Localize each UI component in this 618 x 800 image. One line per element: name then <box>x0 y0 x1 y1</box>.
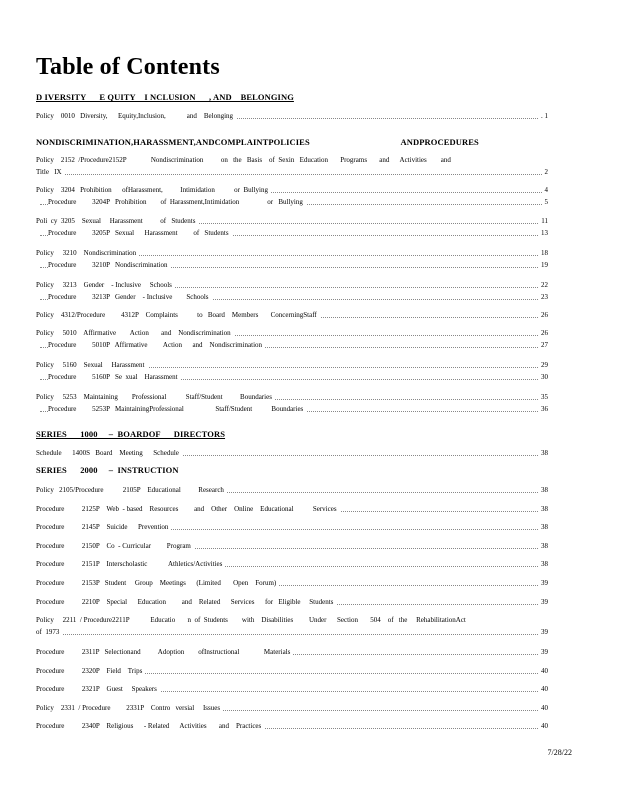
toc-entry[interactable] <box>0 484 618 496</box>
toc-line[interactable] <box>0 596 618 608</box>
entry-title: Policy 0010 Diversity, Equity,Inclusion, and Belonging <box>36 110 236 122</box>
toc-line[interactable] <box>0 227 618 239</box>
page-number: 39 <box>538 577 548 589</box>
toc-line[interactable] <box>0 196 618 208</box>
toc-line[interactable] <box>0 259 618 271</box>
page-number: 35 <box>538 391 548 403</box>
entry-title: Title IX <box>36 166 65 178</box>
toc-entry[interactable] <box>0 215 618 239</box>
entry-title: Policy 4312/Procedure 4312P Complaints to Board Members ConcerningStaff <box>36 309 320 321</box>
page-number: . 1 <box>538 110 548 122</box>
page-number: 29 <box>538 359 548 371</box>
page-number: 39 <box>538 626 548 638</box>
toc-entry[interactable] <box>0 247 618 271</box>
entry-title: Procedure 2145P Suicide Prevention <box>36 521 171 533</box>
toc-entry[interactable] <box>0 154 618 178</box>
entry-title: Procedure 2311P Selectionand Adoption ofInstructional Materials <box>36 646 293 658</box>
page-number: 38 <box>538 540 548 552</box>
toc-entry[interactable] <box>0 327 618 351</box>
page-number: 38 <box>538 447 548 459</box>
toc-line[interactable] <box>0 403 618 415</box>
page-number: 19 <box>538 259 548 271</box>
entry-title: Policy 3210 Nondiscrimination <box>36 247 139 259</box>
entry-title: Procedure 5253P MaintainingProfessional Staff/Student Boundaries <box>48 403 306 415</box>
page-number: 40 <box>538 683 548 695</box>
entry-title: Procedure 2150P Co - Curricular Program <box>36 540 194 552</box>
entry-title: Procedure 2151P Interscholastic Athletics/Activities <box>36 558 225 570</box>
entry-title: Policy 3213 Gender - Inclusive Schools <box>36 279 175 291</box>
toc-entry[interactable] <box>0 540 618 552</box>
page-number: 30 <box>538 371 548 383</box>
toc-entry[interactable] <box>0 521 618 533</box>
entry-title: Procedure 2321P Guest Speakers <box>36 683 160 695</box>
entry-title: Procedure 3210P Nondiscrimination <box>48 259 171 271</box>
toc-entry[interactable] <box>0 558 618 570</box>
page-number: 38 <box>538 484 548 496</box>
section-heading: SERIES 1000 – BOARDOF DIRECTORS <box>36 429 226 439</box>
toc-line[interactable] <box>0 279 618 291</box>
entry-title: Procedure 2320P Field Trips <box>36 665 145 677</box>
toc-entry[interactable] <box>0 646 618 658</box>
page-number: 2 <box>542 166 549 178</box>
toc-line[interactable] <box>0 702 618 714</box>
entry-title: Procedure 3204P Prohibition of Harassment,Intimidation or Bullying <box>48 196 306 208</box>
dot-leader <box>40 174 546 175</box>
toc-line[interactable] <box>0 309 618 321</box>
entry-title: Policy 2105/Procedure 2105P Educational Research <box>36 484 227 496</box>
toc-entry[interactable] <box>0 665 618 677</box>
entry-title: Policy 2331 / Procedure 2331P Contro versial Issues <box>36 702 223 714</box>
toc-entry[interactable] <box>0 184 618 208</box>
entry-title: Procedure 2210P Special Education and Related Services for Eligible Students <box>36 596 336 608</box>
entry-title: Policy 2152 /Procedure2152P Nondiscrimination on the Basis of Sexin Education Programs and Activities and <box>36 154 454 166</box>
toc-line[interactable] <box>0 558 618 570</box>
page-number: 11 <box>538 215 548 227</box>
toc-line[interactable] <box>0 720 618 732</box>
toc-line[interactable] <box>0 626 618 638</box>
entry-title: Procedure 2340P Religious - Related Activities and Practices <box>36 720 264 732</box>
toc-line[interactable] <box>0 291 618 303</box>
page-number: 5 <box>542 196 549 208</box>
toc-line[interactable] <box>0 359 618 371</box>
toc-line[interactable] <box>0 614 618 626</box>
dot-leader <box>40 634 546 635</box>
toc-line[interactable] <box>0 503 618 515</box>
toc-line[interactable] <box>0 184 618 196</box>
page-number: 39 <box>538 646 548 658</box>
toc-entry[interactable] <box>0 683 618 695</box>
toc-line[interactable] <box>0 391 618 403</box>
page-title: Table of Contents <box>36 54 220 80</box>
toc-line[interactable] <box>0 540 618 552</box>
entry-title: Schedule 1400S Board Meeting Schedule <box>36 447 182 459</box>
page-number: 18 <box>538 247 548 259</box>
page-number: 38 <box>538 503 548 515</box>
page-number: 26 <box>538 327 548 339</box>
toc-line[interactable] <box>0 646 618 658</box>
toc-entry[interactable] <box>0 596 618 608</box>
page-number: 40 <box>538 665 548 677</box>
toc-line[interactable] <box>0 166 618 178</box>
entry-title: Procedure 5010P Affirmative Action and Nondiscrimination <box>48 339 265 351</box>
entry-title: Procedure 2153P Student Group Meetings (Limited Open Forum) <box>36 577 279 589</box>
page-number: 22 <box>538 279 548 291</box>
section-heading: D IVERSITY E QUITY I NCLUSION , AND BELONGING <box>36 92 294 102</box>
toc-line[interactable] <box>0 110 618 122</box>
toc-line[interactable] <box>0 215 618 227</box>
toc-entry[interactable] <box>0 110 618 122</box>
toc-line[interactable] <box>0 327 618 339</box>
toc-line[interactable] <box>0 371 618 383</box>
page-number: 4 <box>542 184 549 196</box>
page-number: 27 <box>538 339 548 351</box>
toc-line[interactable] <box>0 484 618 496</box>
toc-line[interactable] <box>0 521 618 533</box>
toc-line[interactable] <box>0 577 618 589</box>
section-heading: SERIES 2000 – INSTRUCTION <box>36 465 179 475</box>
page-number: 40 <box>538 720 548 732</box>
entry-title: Policy 3204 Prohibition ofHarassment, Intimidation or Bullying <box>36 184 271 196</box>
entry-title: of 1973 <box>36 626 62 638</box>
page-number: 13 <box>538 227 548 239</box>
toc-entry[interactable] <box>0 279 618 303</box>
toc-entry[interactable] <box>0 702 618 714</box>
entry-title: Procedure 5160P Se xual Harassment <box>48 371 181 383</box>
toc-entry[interactable] <box>0 577 618 589</box>
entry-title: Procedure 2125P Web - based Resources and Other Online Educational Services <box>36 503 340 515</box>
toc-entry[interactable] <box>0 503 618 515</box>
page-number: 38 <box>538 521 548 533</box>
entry-title: Policy 5253 Maintaining Professional Staff/Student Boundaries <box>36 391 275 403</box>
toc-line[interactable] <box>0 683 618 695</box>
toc-entry[interactable] <box>0 359 618 383</box>
toc-line[interactable] <box>0 665 618 677</box>
toc-line[interactable] <box>0 447 618 459</box>
section-heading: NONDISCRIMINATION,HARASSMENT,ANDCOMPLAINTPOLICIES ANDPROCEDURES <box>36 137 479 147</box>
page-number: 40 <box>538 702 548 714</box>
entry-title: Policy 5010 Affirmative Action and Nondiscrimination <box>36 327 234 339</box>
toc-line[interactable] <box>0 247 618 259</box>
page-number: 38 <box>538 558 548 570</box>
toc-entry[interactable] <box>0 720 618 732</box>
entry-title: Policy 5160 Sexual Harassment <box>36 359 148 371</box>
toc-entry[interactable] <box>0 391 618 415</box>
page-number: 36 <box>538 403 548 415</box>
toc-entry[interactable] <box>0 614 618 638</box>
entry-title: Procedure 3213P Gender - Inclusive Schools <box>48 291 212 303</box>
page-number: 26 <box>538 309 548 321</box>
toc-entry[interactable] <box>0 447 618 459</box>
footer-date: 7/28/22 <box>547 748 572 757</box>
toc-line[interactable] <box>0 339 618 351</box>
entry-title: Poli cy 3205 Sexual Harassment of Students <box>36 215 198 227</box>
page-number: 23 <box>538 291 548 303</box>
toc-entry[interactable] <box>0 309 618 321</box>
entry-title: Policy 2211 / Procedure2211P Educatio n of Students with Disabilities Under Section 504 of the RehabilitationAct <box>36 614 469 626</box>
entry-title: Procedure 3205P Sexual Harassment of Students <box>48 227 232 239</box>
page-number: 39 <box>538 596 548 608</box>
toc-line[interactable] <box>0 154 618 166</box>
